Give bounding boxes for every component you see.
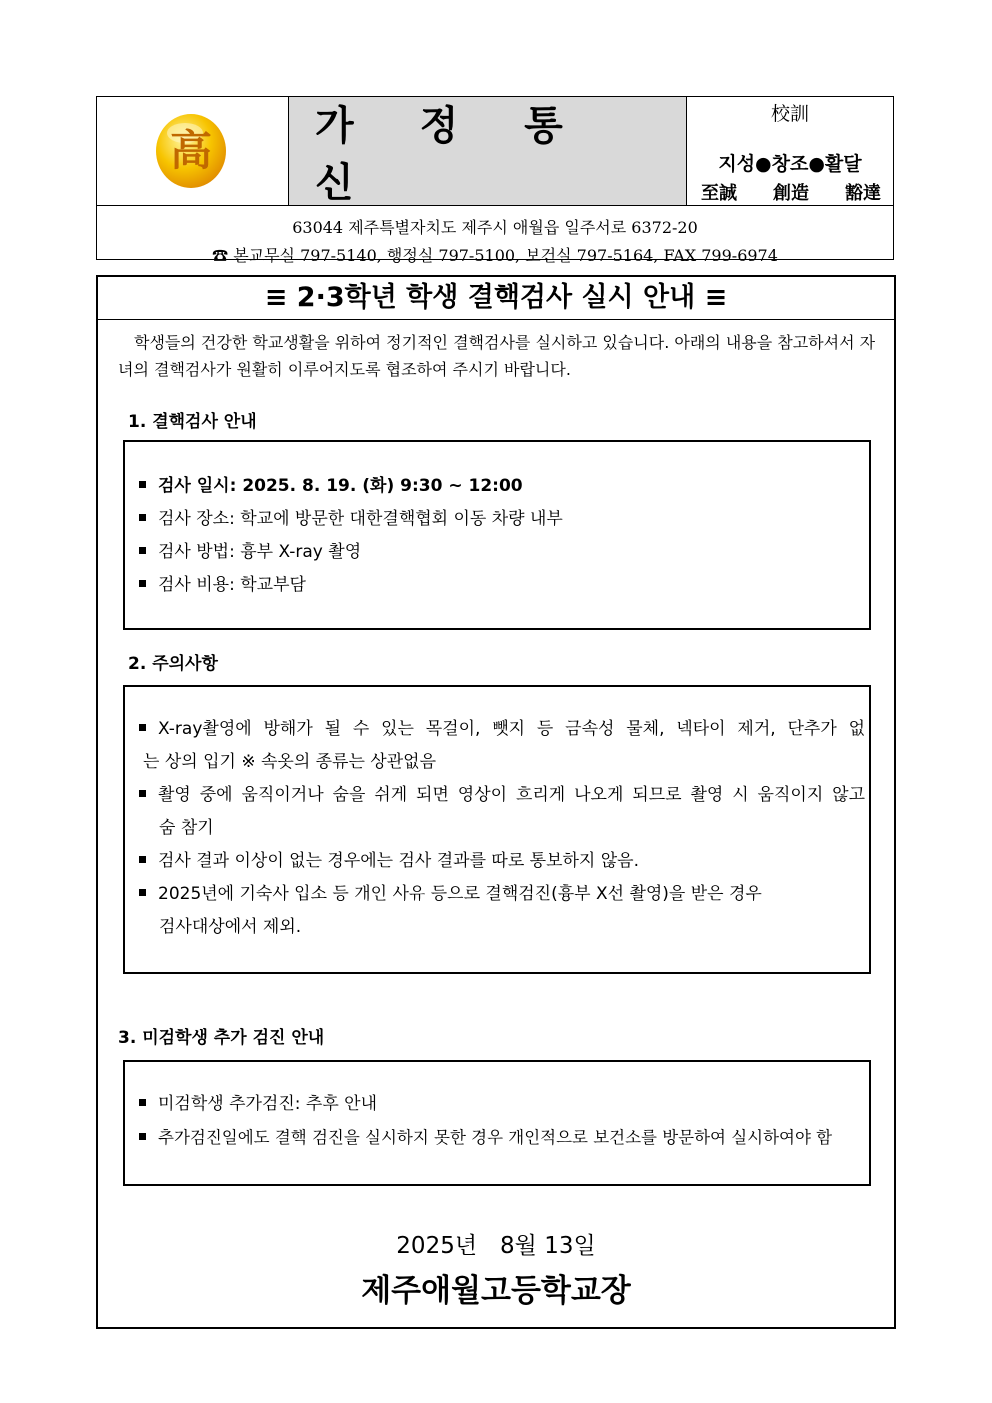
section-3-box	[123, 1060, 871, 1186]
notice-body	[96, 275, 896, 1329]
bullet-square-icon	[139, 1099, 146, 1106]
section-2-box	[123, 685, 871, 974]
motto-hanja-1: 至誠	[701, 183, 737, 204]
notice-title: ≡ 2·3학년 학생 결핵검사 실시 안내 ≡	[264, 282, 728, 313]
motto-label: 校訓	[770, 103, 809, 125]
section-2-heading: 2. 주의사항	[128, 654, 218, 674]
intro-paragraph: 학생들의 건강한 학교생활을 위하여 정기적인 결핵검사를 실시하고 있습니다. 아래의 내용을 참고하셔서 자녀의 결핵검사가 원활히 이루어지도록 협조하여 주시기 바랍니다.	[118, 333, 876, 379]
list-item: 미검학생 추가검진: 추후 안내	[139, 1088, 865, 1121]
motto-hanja-3: 豁達	[845, 183, 881, 204]
bullet-square-icon	[139, 514, 146, 521]
logo-glyph: 高	[169, 126, 213, 175]
notice-title-row	[98, 277, 894, 320]
letterhead	[96, 96, 894, 265]
phone-numbers	[97, 243, 893, 266]
bullet-square-icon	[139, 547, 146, 554]
list-item: 촬영 중에 움직이거나 숨을 쉬게 되면 영상이 흐리게 나오게 되므로 촬영 시 움직이지 않고	[139, 779, 865, 812]
section-1-box	[123, 440, 871, 630]
phone-icon: ☎	[212, 246, 229, 265]
logo-cell	[97, 97, 289, 205]
contact-info	[97, 205, 893, 265]
list-item: 검사 장소: 학교에 방문한 대한결핵협회 이동 차량 내부	[139, 503, 865, 536]
bullet-square-icon	[139, 580, 146, 587]
bullet-square-icon	[139, 1133, 146, 1140]
bullet-square-icon	[139, 889, 146, 896]
list-item: 검사 비용: 학교부담	[139, 569, 865, 602]
title-cell	[289, 97, 687, 205]
motto-hanja-2: 創造	[773, 183, 809, 204]
section-3-heading: 3. 미검학생 추가 검진 안내	[118, 1028, 325, 1048]
section-1-heading: 1. 결핵검사 안내	[128, 412, 257, 432]
bullet-square-icon	[139, 724, 146, 731]
bullet-square-icon	[139, 481, 146, 488]
school-logo	[155, 111, 227, 189]
motto-korean: 지성●창조●활달	[718, 153, 862, 175]
issue-date: 2025년 8월 13일	[396, 1233, 596, 1259]
phone-list: 본교무실 797-5140, 행정실 797-5100, 보건실 797-5164, FAX 799-6974	[233, 246, 778, 265]
list-item-continuation: 숨 참기	[159, 818, 214, 838]
bullet-square-icon	[139, 790, 146, 797]
list-item: 검사 결과 이상이 없는 경우에는 검사 결과를 따로 통보하지 않음.	[139, 845, 865, 878]
list-item-continuation: 는 상의 입기 ※ 속옷의 종류는 상관없음	[143, 752, 436, 772]
principal-signature: 제주애월고등학교장	[361, 1273, 631, 1309]
motto-hanja	[701, 179, 881, 205]
school-motto	[687, 97, 893, 205]
school-address: 63044 제주특별자치도 제주시 애월읍 일주서로 6372-20	[292, 218, 698, 237]
list-item: X-ray촬영에 방해가 될 수 있는 목걸이, 뺏지 등 금속성 물체, 넥타이 제거, 단추가 없	[139, 713, 865, 746]
list-item: 2025년에 기숙사 입소 등 개인 사유 등으로 결핵검진(흉부 X선 촬영)을 받은 경우	[139, 878, 865, 911]
bullet-square-icon	[139, 856, 146, 863]
list-item-continuation: 검사대상에서 제외.	[159, 917, 302, 937]
list-item: 검사 일시: 2025. 8. 19. (화) 9:30 ~ 12:00	[139, 470, 865, 503]
newsletter-title: 가 정 통 신	[315, 102, 589, 206]
list-item: 추가검진일에도 결핵 검진을 실시하지 못한 경우 개인적으로 보건소를 방문하여 실시하여야 함	[139, 1121, 865, 1154]
list-item: 검사 방법: 흉부 X-ray 촬영	[139, 536, 865, 569]
